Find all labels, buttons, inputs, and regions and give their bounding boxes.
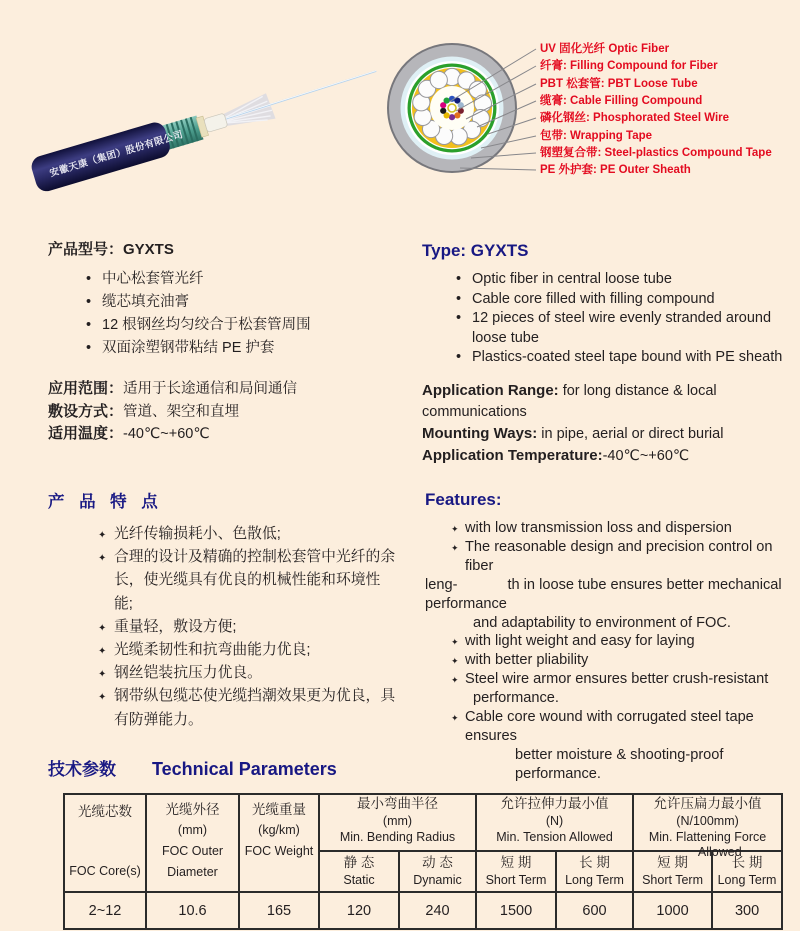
diagram-label-steel-wire: 磷化钢丝: Phosphorated Steel Wire — [540, 112, 730, 124]
features-en-line: ✦ Steel wire armor ensures better crush-resistant — [465, 670, 794, 689]
header-foc-cores: 光缆芯数 FOC Core(s) — [64, 794, 146, 892]
product-en-bullet: • Plastics-coated steel tape bound with PE sheath — [456, 348, 794, 368]
value-bending-static: 120 — [319, 892, 399, 929]
parameters-table-wrap — [63, 793, 783, 930]
features-cn-bullet: ✦ 合理的设计及精确的控制松套管中光纤的余长，使光缆具有优良的机械性能和环境性能; — [98, 546, 398, 616]
tech-heading-cn: 技术参数 — [48, 760, 116, 779]
features-cn-bullet: ✦ 光缆柔韧性和抗弯曲能力优良; — [98, 639, 398, 662]
application-temperature-cn: 适用温度：-40℃~+60℃ — [48, 425, 210, 442]
header-flattening-allowed-overflow: Allowed — [697, 845, 742, 859]
top-artwork — [0, 0, 800, 220]
section-product-model-en — [422, 241, 794, 368]
product-en-bullet: • 12 pieces of steel wire evenly stranded around loose tube — [456, 309, 794, 348]
diagram-label-cable-filling: 缆膏: Cable Filling Compound — [540, 95, 703, 107]
diagram-label-wrapping-tape: 包带: Wrapping Tape — [540, 130, 653, 142]
value-weight: 165 — [239, 892, 319, 929]
technical-parameters-heading — [48, 755, 337, 780]
features-cn-bullet: ✦ 钢丝铠装抗压力优良。 — [98, 662, 398, 685]
product-cn-bullet: • 中心松套管光纤 — [86, 268, 398, 291]
diagram-label-fiber-filling: 纤膏: Filling Compound for Fiber — [540, 60, 718, 72]
subheader-flattening-short-term: 短 期 Short Term — [633, 851, 712, 892]
cable-brand-text: 安徽天康（集团）股份有限公司 — [48, 129, 185, 180]
section-product-model-cn — [48, 238, 398, 360]
value-flattening-short: 1000 — [633, 892, 712, 929]
value-tension-long: 600 — [556, 892, 633, 929]
features-en-line: and adaptability to environment of FOC. — [473, 614, 731, 631]
header-min-flattening-force: 允许压扁力最小值 (N/100mm) Min. Flattening Force Allowed — [633, 794, 782, 851]
features-en-line: ✦ with low transmission loss and dispersion — [465, 519, 794, 538]
section-features-en — [400, 490, 794, 784]
cable-photo — [29, 58, 382, 194]
product-cn-bullet: • 双面涂塑钢带粘结 PE 护套 — [86, 337, 398, 360]
features-en-line: ✦ The reasonable design and precision control on fiber — [465, 538, 794, 576]
value-bending-dynamic: 240 — [399, 892, 476, 929]
features-title-cn: 产 品 特 点 — [48, 493, 163, 511]
value-outer-diameter: 10.6 — [146, 892, 239, 929]
cross-section-diagram — [388, 44, 516, 172]
subheader-flattening-long-term: 长 期 Long Term — [712, 851, 782, 892]
application-temperature-en: Application Temperature:-40℃~+60℃ — [422, 447, 690, 464]
features-en-line: leng- th in loose tube ensures better mechanical — [425, 576, 782, 593]
product-model-title-cn: 产品型号：GYXTS — [48, 241, 174, 258]
features-title-en: Features: — [425, 490, 502, 509]
diagram-label-optic-fiber: UV 固化光纤 Optic Fiber — [540, 43, 670, 55]
header-min-bending-radius: 最小弯曲半径 (mm) Min. Bending Radius — [319, 794, 476, 851]
features-en-line: performance. — [473, 690, 559, 707]
header-foc-outer-diameter: 光缆外径 (mm) FOC Outer Diameter — [146, 794, 239, 892]
features-en-line: better moisture & shooting-proof performance. — [515, 746, 724, 782]
product-cn-bullet: • 12 根钢丝均匀绞合于松套管周围 — [86, 314, 398, 337]
tech-heading-en: Technical Parameters — [152, 759, 337, 779]
subheader-tension-long-term: 长 期 Long Term — [556, 851, 633, 892]
diagram-label-pbt-loose-tube: PBT 松套管: PBT Loose Tube — [540, 78, 698, 90]
features-en-line: ✦ with better pliability — [465, 651, 794, 670]
product-model-title-en: Type: GYXTS — [422, 241, 529, 260]
subheader-static: 静 态 Static — [319, 851, 399, 892]
header-min-tension-allowed: 允许拉伸力最小值 (N) Min. Tension Allowed — [476, 794, 633, 851]
features-cn-bullet: ✦ 光纤传输损耗小、色散低; — [98, 523, 398, 546]
value-flattening-long: 300 — [712, 892, 782, 929]
diagram-label-pe-sheath: PE 外护套: PE Outer Sheath — [540, 164, 691, 176]
features-en-line: ✦ Cable core wound with corrugated steel tape ensures — [465, 708, 794, 746]
diagram-label-steel-plastic-tape: 钢塑复合带: Steel-plastics Compound Tape — [540, 147, 772, 159]
mounting-ways-cn: 敷设方式：管道、架空和直埋 — [48, 402, 240, 420]
section-application-cn — [48, 378, 398, 446]
value-tension-short: 1500 — [476, 892, 556, 929]
value-foc-cores: 2~12 — [64, 892, 146, 929]
parameters-table — [63, 793, 783, 930]
loose-tube — [204, 113, 228, 132]
mounting-ways-en: Mounting Ways: in pipe, aerial or direct burial — [422, 425, 724, 442]
product-en-bullet: • Cable core filled with filling compound — [456, 290, 794, 310]
section-features-cn — [48, 488, 400, 732]
section-application-en — [422, 380, 797, 467]
features-en-line: ✦ with light weight and easy for laying — [465, 632, 794, 651]
features-cn-bullet: ✦ 钢带纵包缆芯使光缆挡潮效果更为优良，具有防弹能力。 — [98, 685, 398, 731]
features-en-line: performance — [425, 595, 507, 612]
subheader-dynamic: 动 态 Dynamic — [399, 851, 476, 892]
product-cn-bullet: • 缆芯填充油膏 — [86, 291, 398, 314]
product-en-bullet: • Optic fiber in central loose tube — [456, 270, 794, 290]
features-cn-bullet: ✦ 重量轻，敷设方便; — [98, 616, 398, 639]
subheader-tension-short-term: 短 期 Short Term — [476, 851, 556, 892]
application-range-en: Application Range: for long distance & local communications — [422, 382, 717, 420]
header-foc-weight: 光缆重量 (kg/km) FOC Weight — [239, 794, 319, 892]
application-range-cn: 应用范围：适用于长途通信和局间通信 — [48, 380, 298, 397]
